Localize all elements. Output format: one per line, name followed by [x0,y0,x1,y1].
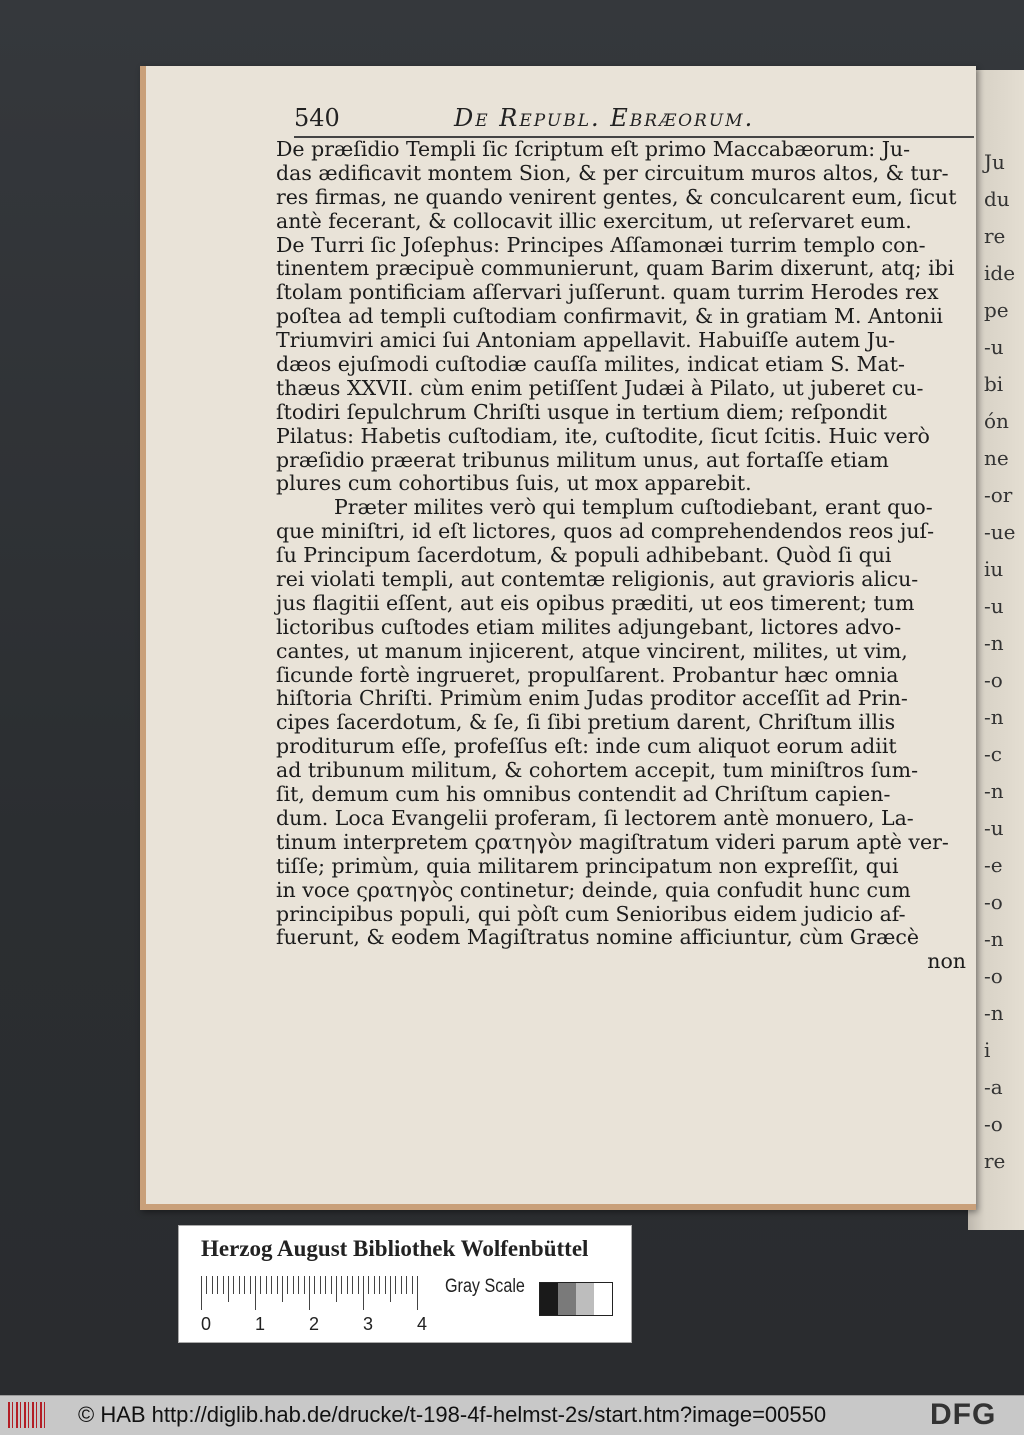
ruler-tick [260,1276,261,1294]
ruler-tick [368,1276,369,1294]
ruler-tick [239,1276,240,1294]
text-line: Triumviri amici ſui Antoniam appellavit. Habuiſſe autem Ju- [276,328,896,353]
ruler-tick [390,1276,391,1302]
ruler-tick [228,1276,229,1302]
ruler-tick [314,1276,315,1294]
page-header [294,100,974,140]
text-line: dæos ejuſmodi cuſtodiæ cauſſa milites, indicat etiam S. Mat- [276,352,905,377]
text-line: præſidio præerat tribunus militum unus, aut fortaſſe etiam [276,447,889,472]
adjacent-page-fragment: ide [984,261,1016,285]
text-line: ſit, demum cum his omnibus contendit ad Chriſtum capien- [276,782,891,807]
ruler-tick [358,1276,359,1294]
page-body-text [276,138,976,974]
adjacent-page-fragment: re [984,1149,1006,1173]
adjacent-page-fragment: ón [984,409,1009,433]
ruler-tick [277,1276,278,1294]
ruler-number: 4 [417,1314,428,1334]
text-line: De Turri ſic Joſephus: Principes Aſſamonæi turrim templo con- [276,232,926,257]
ruler-tick [266,1276,267,1294]
dfg-logo: DFG [930,1398,997,1431]
ruler-number: 2 [309,1314,320,1334]
ruler-tick [385,1276,386,1294]
text-line: poſtea ad templi cuſtodiam confirmavit, & in gratiam M. Antonii [276,304,943,329]
adjacent-page-fragment: -o [984,1112,1003,1136]
measurement-ruler [201,1276,411,1312]
text-line: cipes ſacerdotum, & ſe, ſi ſibi pretium darent, Chriſtum illis [276,710,896,735]
ruler-tick [325,1276,326,1294]
adjacent-page-fragment: -n [984,1001,1004,1025]
gray-scale-label: Gray Scale [445,1276,525,1297]
adjacent-page-fragment: -o [984,668,1003,692]
ruler-tick [374,1276,375,1294]
adjacent-page-fragment: -o [984,964,1003,988]
ruler-tick [206,1276,207,1294]
text-line: tinentem præcipuè communierunt, quam Barim dixerunt, atq; ibi [276,256,955,281]
text-line: ſicunde fortè ingrueret, propulſarent. Probantur hæc omnia [276,662,899,687]
ruler-number: 1 [255,1314,266,1334]
text-line: non [927,949,966,974]
ruler-tick [223,1276,224,1294]
ruler-tick [412,1276,413,1294]
text-line: ad tribunum militum, & cohortem accepit, tum miniſtros ſum- [276,758,918,783]
adjacent-page-fragment: -n [984,705,1004,729]
text-line: das ædificavit montem Sion, & per circuitum muros altos, & tur- [276,160,949,185]
text-line: que miniſtri, id eſt lictores, quos ad comprehendendos reos juſ- [276,519,935,544]
adjacent-page-fragment: -c [984,742,1002,766]
ruler-number: 3 [363,1314,374,1334]
adjacent-page-fragment: i [984,1038,991,1062]
ruler-tick [244,1276,245,1294]
ruler-tick [331,1276,332,1294]
gray-swatch [540,1283,558,1315]
ruler-tick [347,1276,348,1294]
footer-bar [0,1395,1024,1435]
text-line: res firmas, ne quando venirent gentes, & conculcarent eum, ſicut [276,184,957,209]
ruler-tick [417,1276,418,1310]
ruler-tick [401,1276,402,1294]
ruler-tick [293,1276,294,1294]
running-head: De Republ. Ebræorum. [454,104,755,132]
ruler-tick [282,1276,283,1302]
text-line: rei violati templi, aut contemtæ religionis, aut gravioris alicu- [276,567,919,592]
text-line: proditurum eſſe, profeſſus eſt: inde cum aliquot eorum adiit [276,734,897,759]
text-line: hiſtoria Chriſti. Primùm enim Judas proditor acceſſit ad Prin- [276,686,908,711]
adjacent-page-fragment: -u [984,594,1004,618]
adjacent-page-fragment: ne [984,446,1009,470]
text-line: tinum interpretem ςρατηγὸν magiſtratum videri parum aptè ver- [276,829,949,854]
adjacent-page-fragment: -ue [984,520,1016,544]
library-color-card [178,1225,632,1343]
book-page [140,66,976,1210]
text-line: thæus XXVII. cùm enim petiſſent Judæi à Pilato, ut juberet cu- [276,375,924,400]
adjacent-page-fragment: Ju [984,150,1005,174]
text-line: tiſſe; primùm, quia militarem principatum non expreſſit, qui [276,853,899,878]
gray-scale-swatches [539,1282,613,1316]
ruler-tick [395,1276,396,1294]
library-name: Herzog August Bibliothek Wolfenbüttel [201,1236,589,1261]
ruler-tick [298,1276,299,1294]
ruler-number: 0 [201,1314,212,1334]
ruler-tick [363,1276,364,1310]
text-line: antè fecerant, & collocavit illic exercitum, ut reſervaret eum. [276,208,912,233]
text-line: ſtolam pontificiam aſſervari juſſerunt. quam turrim Herodes rex [276,280,939,305]
text-line: Præter milites verò qui templum cuſtodiebant, erant quo- [334,495,933,520]
adjacent-page-fragment: bi [984,372,1004,396]
ruler-tick [309,1276,310,1310]
text-line: Pilatus: Habetis cuſtodiam, ite, cuſtodite, ſicut ſcitis. Huic verò [276,423,930,448]
ruler-tick [287,1276,288,1294]
text-line: ſtodiri ſepulchrum Chriſti usque in tertium diem; reſpondit [276,399,887,424]
text-line: principibus populi, qui pòſt cum Senioribus eidem judicio af- [276,901,906,926]
adjacent-page-fragment: -n [984,631,1004,655]
ruler-tick [304,1276,305,1294]
gray-swatch [576,1283,594,1315]
adjacent-page-fragment: -e [984,853,1003,877]
text-line: plures cum cohortibus ſuis, ut mox apparebit. [276,471,752,496]
adjacent-page-fragment: -or [984,483,1013,507]
text-line: jus flagitii eſſent, aut eis opibus præditi, ut eos timerent; tum [276,590,915,615]
adjacent-page-fragment: -n [984,779,1004,803]
ruler-tick [379,1276,380,1294]
text-line: ſu Principum ſacerdotum, & populi adhibebant. Quòd ſi qui [276,543,892,568]
adjacent-page-edge [968,70,1024,1230]
ruler-tick [320,1276,321,1294]
text-line: lictoribus cuſtodes etiam milites adjungebant, lictores advo- [276,614,902,639]
ruler-tick [212,1276,213,1294]
ruler-tick [336,1276,337,1302]
adjacent-page-fragment: -u [984,335,1004,359]
ruler-tick [201,1276,202,1310]
ruler-tick [341,1276,342,1294]
ruler-tick [217,1276,218,1294]
ruler-tick [255,1276,256,1310]
text-line: De præſidio Templi ſic ſcriptum eſt primo Maccabæorum: Ju- [276,137,911,161]
adjacent-page-fragment: -a [984,1075,1003,1099]
page-number: 540 [294,104,340,132]
text-line: cantes, ut manum injicerent, atque vincirent, milites, ut vim, [276,638,908,663]
adjacent-page-fragment: -u [984,816,1004,840]
adjacent-page-fragment: re [984,224,1006,248]
copyright-url[interactable]: © HAB http://diglib.hab.de/drucke/t-198-4f-helmst-2s/start.htm?image=00550 [78,1402,827,1427]
adjacent-page-fragment: du [984,187,1010,211]
ruler-tick [352,1276,353,1294]
text-line: fuerunt, & eodem Magiſtratus nomine afficiuntur, cùm Græcè [276,925,919,950]
gray-swatch [558,1283,576,1315]
hab-barcode-icon [8,1402,48,1428]
ruler-tick [250,1276,251,1294]
ruler-tick [271,1276,272,1294]
text-line: dum. Loca Evangelii proferam, ſi lectorem antè monuero, La- [276,805,914,830]
text-line: in voce ςρατηγὸς continetur; deinde, quia confudit hunc cum [276,877,911,902]
ruler-tick [406,1276,407,1294]
adjacent-page-fragment: -n [984,927,1004,951]
adjacent-page-fragment: iu [984,557,1004,581]
adjacent-page-fragment: pe [984,298,1009,322]
adjacent-page-fragment: -o [984,890,1003,914]
ruler-tick [233,1276,234,1294]
gray-swatch [594,1283,612,1315]
